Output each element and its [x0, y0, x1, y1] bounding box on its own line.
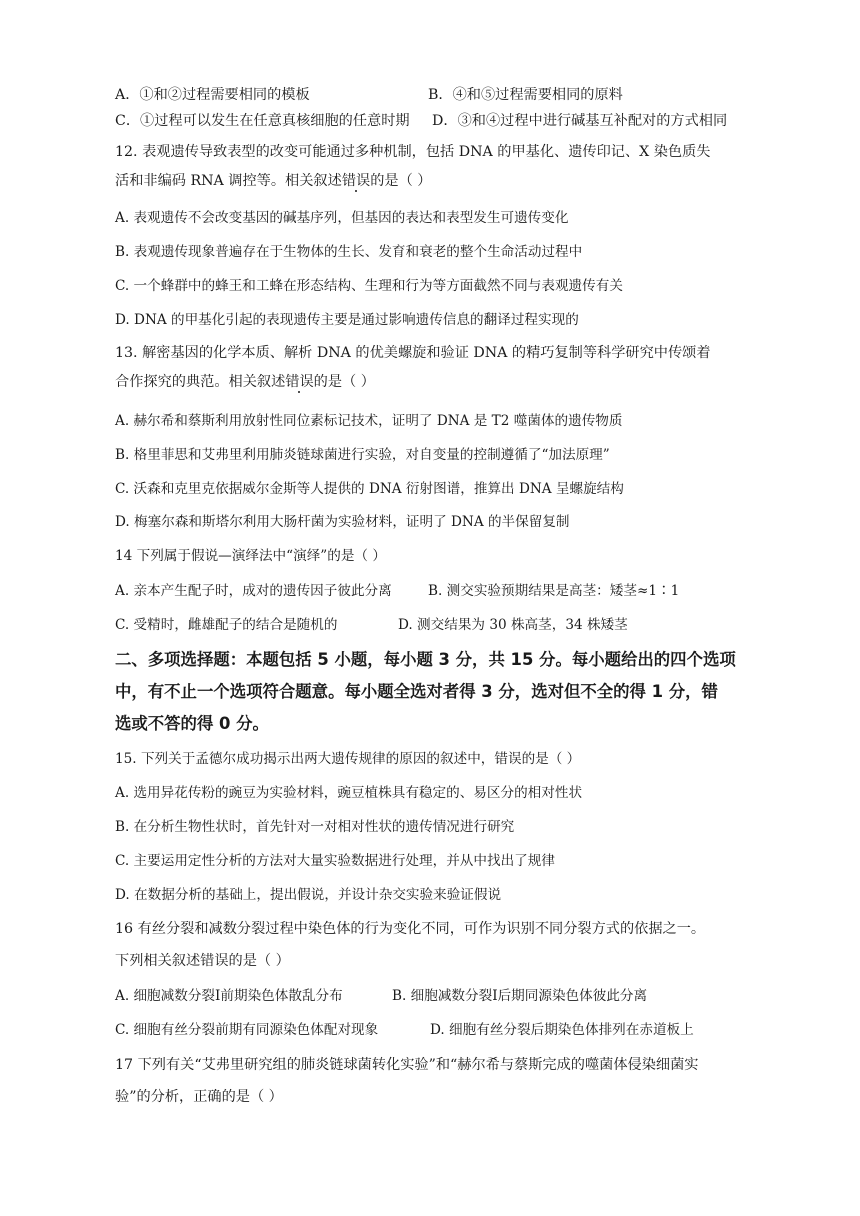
section-heading-line2: 中，有不止一个选项符合题意。每小题全选对者得 3 分，选对但不全的得 1 分，错 [115, 682, 718, 701]
q12-stem-line2 [115, 170, 431, 192]
q12-option-d: D. DNA 的甲基化引起的表现遗传主要是通过影响遗传信息的翻译过程实现的 [115, 312, 579, 328]
q13-stem-text: 合作探究的典范。相关叙述 [115, 374, 286, 390]
q14-option-d: D. 测交结果为 30 株高茎，34 株矮茎 [398, 617, 628, 633]
q14-stem: 14 下列属于假说—演绎法中“演绎”的是（ ） [115, 548, 386, 564]
q17-stem-line1: 17 下列有关“艾弗里研究组的肺炎链球菌转化实验”和“赫尔希与蔡斯完成的噬菌体侵染细菌实 [115, 1057, 699, 1073]
q16-stem-line1: 16 有丝分裂和减数分裂过程中染色体的行为变化不同，可作为识别不同分裂方式的依据之一。 [115, 921, 706, 937]
q13-option-d: D. 梅塞尔森和斯塔尔利用大肠杆菌为实验材料，证明了 DNA 的半保留复制 [115, 514, 570, 530]
q13-option-a: A. 赫尔希和蔡斯利用放射性同位素标记技术，证明了 DNA 是 T2 噬菌体的遗传物质 [115, 413, 623, 429]
q16-option-a: A. 细胞减数分裂Ⅰ前期染色体散乱分布 [115, 988, 343, 1004]
q12-option-b: B. 表观遗传现象普遍存在于生物体的生长、发育和衰老的整个生命活动过程中 [115, 244, 583, 260]
q12-option-c: C. 一个蜂群中的蜂王和工蜂在形态结构、生理和行为等方面截然不同与表观遗传有关 [115, 278, 623, 294]
q16-option-b: B. 细胞减数分裂Ⅰ后期同源染色体彼此分离 [392, 988, 648, 1004]
q17-stem-line2: 验”的分析，正确的是（ ） [115, 1089, 283, 1105]
q15-option-a: A. 选用异花传粉的豌豆为实验材料，豌豆植株具有稳定的、易区分的相对性状 [115, 785, 583, 801]
q13-stem-line2 [115, 371, 375, 393]
q11-option-a: A．①和②过程需要相同的模板 [115, 87, 310, 103]
q16-stem-line2: 下列相关叙述错误的是（ ） [115, 953, 290, 969]
q15-option-b: B. 在分析生物性状时，首先针对一对相对性状的遗传情况进行研究 [115, 819, 515, 835]
q11-option-c: C．①过程可以发生在任意真核细胞的任意时期 [115, 113, 410, 129]
q12-stem-tail: 的是（ ） [370, 173, 432, 189]
q11-option-b: B．④和⑤过程需要相同的原料 [428, 87, 623, 103]
q13-stem-tail: 的是（ ） [313, 374, 375, 390]
q12-stem-line1: 12. 表观遗传导致表型的改变可能通过多种机制，包括 DNA 的甲基化、遗传印记、X 染色质失 [115, 144, 711, 160]
q14-option-c: C. 受精时，雌雄配子的结合是随机的 [115, 617, 338, 633]
q15-option-c: C. 主要运用定性分析的方法对大量实验数据进行处理，并从中找出了规律 [115, 853, 555, 869]
q15-option-d: D. 在数据分析的基础上，提出假说，并设计杂交实验来验证假说 [115, 887, 502, 903]
q12-option-a: A. 表观遗传不会改变基因的碱基序列，但基因的表达和表型发生可遗传变化 [115, 210, 569, 226]
q13-stem-line1: 13. 解密基因的化学本质、解析 DNA 的优美螺旋和验证 DNA 的精巧复制等科学研究中传颂着 [115, 345, 711, 361]
q13-emphasis: 错误 [285, 374, 314, 390]
q15-stem: 15. 下列关于孟德尔成功揭示出两大遗传规律的原因的叙述中，错误的是（ ） [115, 751, 581, 767]
q13-option-c: C. 沃森和克里克依据威尔金斯等人提供的 DNA 衍射图谱，推算出 DNA 呈螺旋结构 [115, 481, 624, 497]
section-heading-line1: 二、多项选择题：本题包括 5 小题，每小题 3 分，共 15 分。每小题给出的四个选项 [115, 650, 736, 669]
q16-option-c: C. 细胞有丝分裂前期有同源染色体配对现象 [115, 1022, 379, 1038]
section-heading-line3: 选或不答的得 0 分。 [115, 714, 269, 733]
q16-option-d: D. 细胞有丝分裂后期染色体排列在赤道板上 [430, 1022, 694, 1038]
q12-emphasis: 错误 [341, 173, 371, 189]
q14-option-a: A. 亲本产生配子时，成对的遗传因子彼此分离 [115, 583, 392, 599]
q11-option-d: D．③和④过程中进行碱基互补配对的方式相同 [432, 113, 728, 129]
q12-stem-text: 活和非编码 RNA 调控等。相关叙述 [115, 173, 342, 189]
q13-option-b: B. 格里菲思和艾弗里利用肺炎链球菌进行实验，对自变量的控制遵循了“加法原理” [115, 447, 610, 463]
q14-option-b: B. 测交实验预期结果是高茎：矮茎≈1∶1 [428, 583, 680, 599]
